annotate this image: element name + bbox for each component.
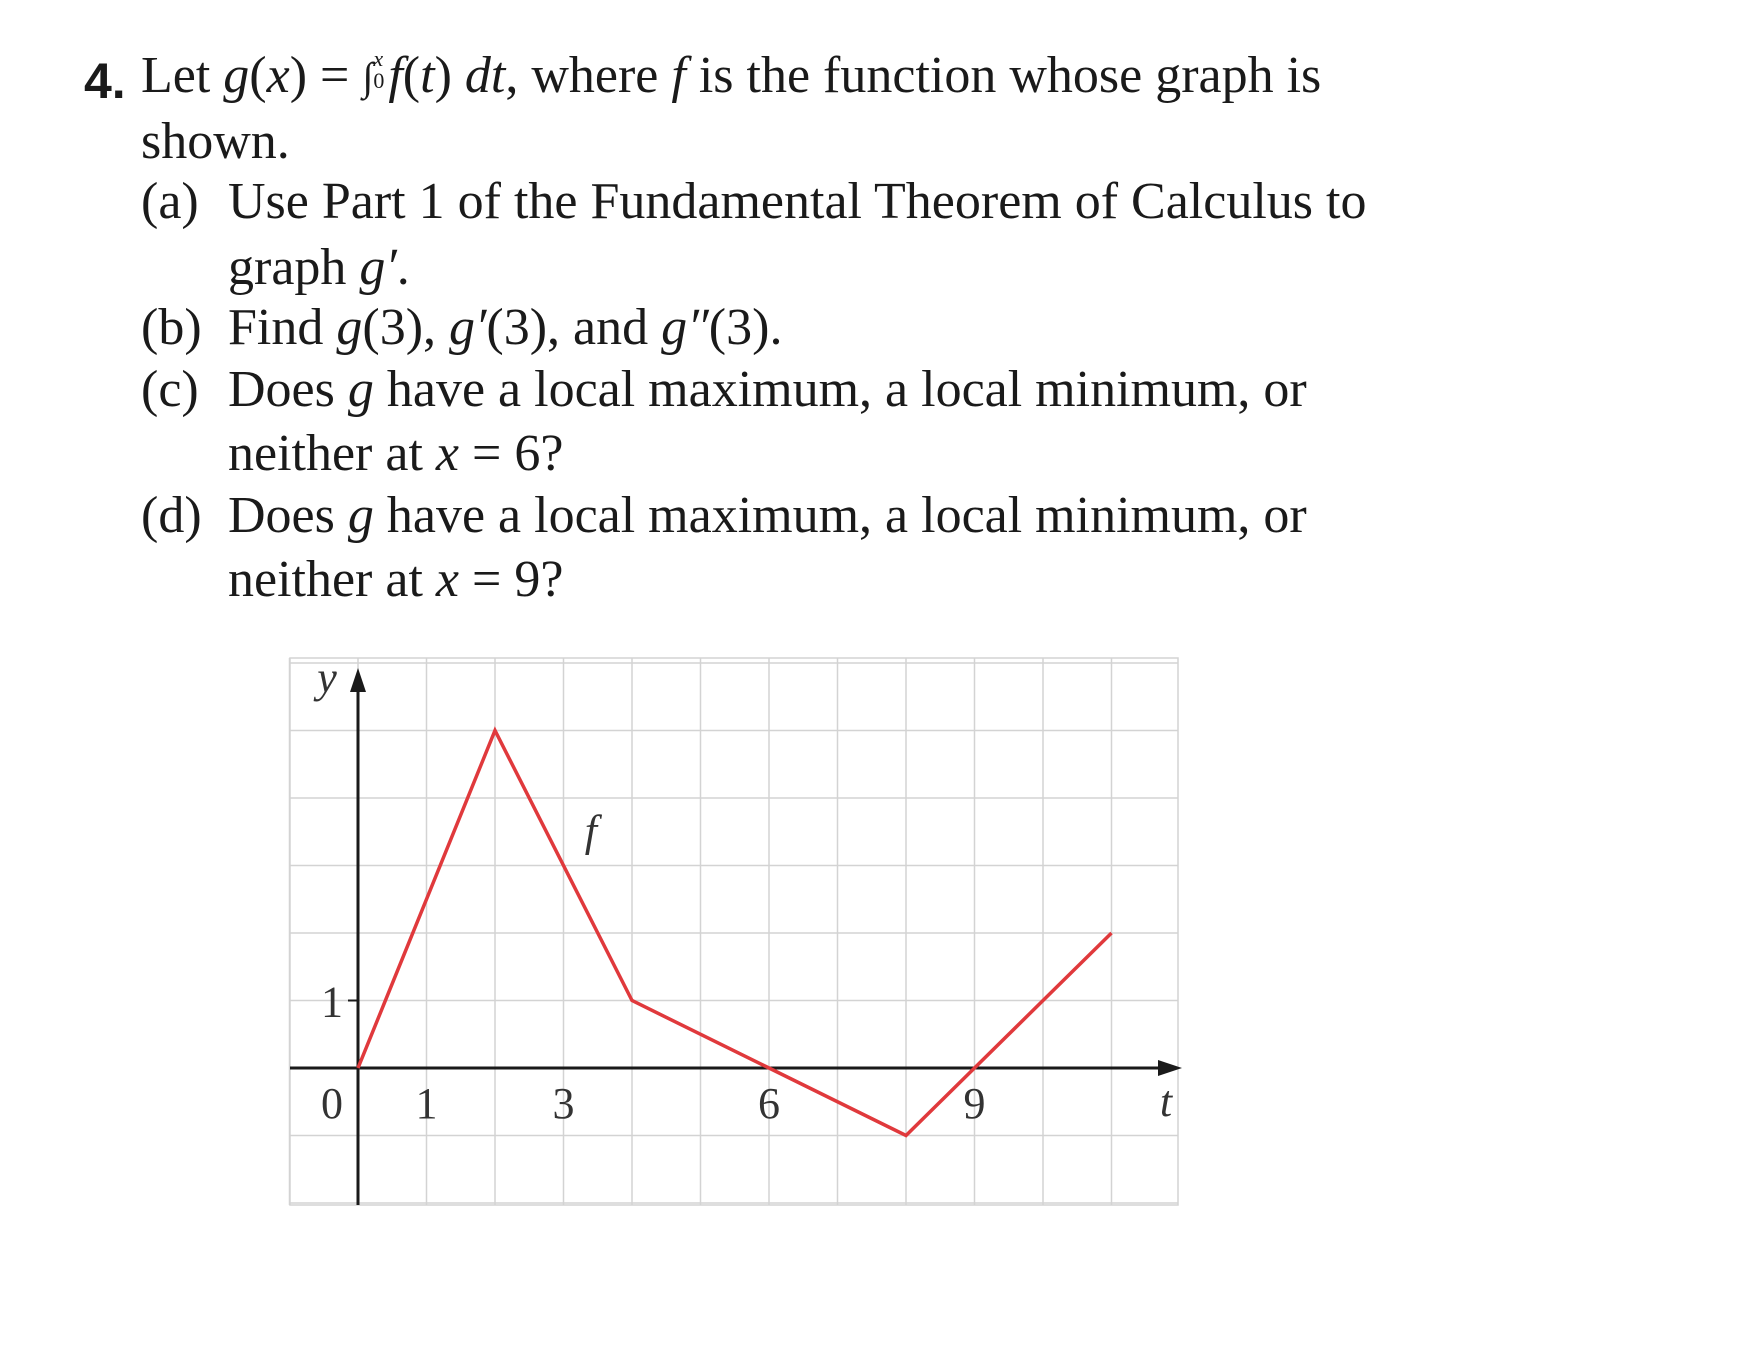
part-b-line1: Find g(3), g′(3), and g″(3). <box>228 299 783 356</box>
series-label-f: f <box>584 806 598 856</box>
part-d-line2: neither at x = 9? <box>228 551 564 608</box>
integral-limits: x 0 <box>373 46 385 94</box>
x-axis-label: t <box>1159 1077 1173 1126</box>
problem-stem-line1: Let g(x) = ∫x 0 f(t) dt, where f is the function whose graph is <box>141 46 1322 104</box>
y-axis-arrow <box>350 668 366 692</box>
x-tick-label: 9 <box>963 1079 986 1128</box>
part-d-line1: Does g have a local maximum, a local minimum, or <box>228 487 1307 544</box>
integral-sign: ∫ <box>362 54 374 99</box>
part-b-label: (b) <box>141 299 202 356</box>
x-tick-label: 6 <box>758 1079 780 1128</box>
part-c-line1: Does g have a local maximum, a local minimum, or <box>228 361 1307 418</box>
problem-stem-line2: shown. <box>141 113 290 170</box>
problem-number: 4. <box>84 53 126 109</box>
y-axis-label: y <box>317 653 337 702</box>
x-tick-label: 3 <box>552 1079 575 1128</box>
part-a-label: (a) <box>141 173 199 230</box>
part-c-label: (c) <box>141 361 199 418</box>
x-tick-label: 1 <box>415 1079 438 1128</box>
y-tick-label: 1 <box>321 977 343 1027</box>
part-d-label: (d) <box>141 487 202 544</box>
part-c-line2: neither at x = 6? <box>228 425 564 482</box>
part-a-line2: graph g′. <box>228 239 410 296</box>
part-a-line1: Use Part 1 of the Fundamental Theorem of Calculus to <box>228 173 1367 230</box>
x-tick-label: 0 <box>321 1079 343 1128</box>
